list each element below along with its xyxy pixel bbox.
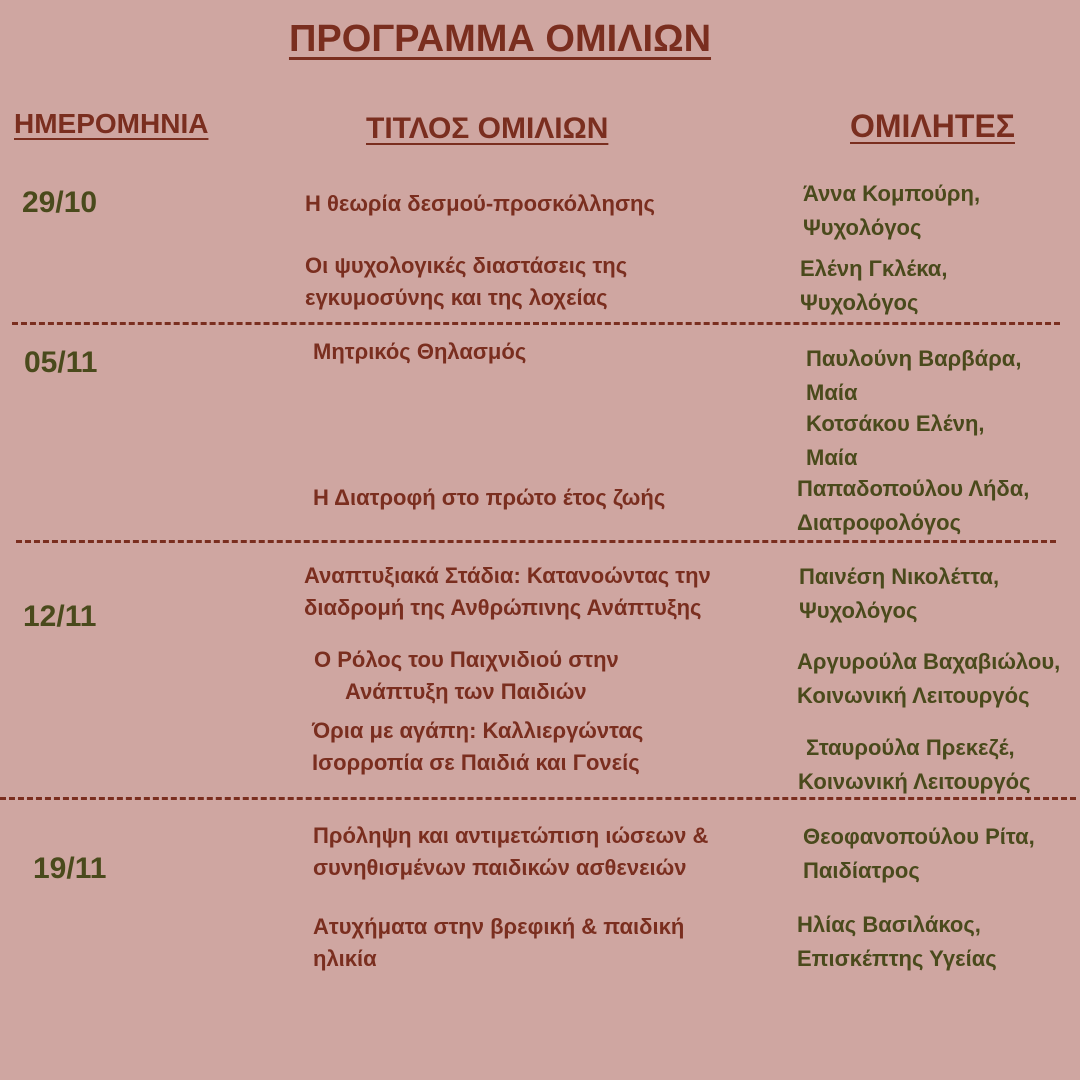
speaker-entry (797, 645, 1060, 713)
page-title: ΠΡΟΓΡΑΜΜΑ ΟΜΙΛΙΩΝ (288, 18, 712, 60)
talk-title: Αναπτυξιακά Στάδια: Κατανοώντας την διαδρομή της Ανθρώπινης Ανάπτυξης (304, 563, 711, 620)
speaker-name: Ελένη Γκλέκα, (800, 256, 948, 281)
speaker-entry (798, 731, 1031, 799)
speaker-name: Παινέση Νικολέττα, (799, 564, 1000, 589)
speaker-role: Κοινωνική Λειτουργός (797, 683, 1030, 708)
speaker-entry (803, 820, 1035, 888)
talk-title: Οι ψυχολογικές διαστάσεις της εγκυμοσύνης και της λοχείας (305, 253, 628, 310)
speaker-role: Παιδίατρος (803, 858, 920, 883)
day-separator (12, 322, 1060, 325)
speaker-role: Μαία (806, 380, 858, 405)
column-header-date: ΗΜΕΡΟΜΗΝΙΑ (14, 108, 209, 139)
speaker-name: Σταυρούλα Πρεκεζέ, (806, 735, 1015, 760)
day-separator (16, 540, 1056, 543)
speaker-role: Διατροφολόγος (797, 510, 962, 535)
speaker-role: Ψυχολόγος (803, 215, 922, 240)
column-header-speakers: ΟΜΙΛΗΤΕΣ (850, 108, 1015, 144)
talk-title: Πρόληψη και αντιμετώπιση ιώσεων & συνηθισμένων παιδικών ασθενειών (313, 823, 709, 880)
speaker-role: Ψυχολόγος (799, 598, 918, 623)
speaker-name: Θεοφανοπούλου Ρίτα, (803, 824, 1035, 849)
talk-title: Η θεωρία δεσμού-προσκόλλησης (305, 191, 655, 216)
speaker-name: Ηλίας Βασιλάκος, (797, 912, 981, 937)
speaker-name: Άννα Κομπούρη, (803, 181, 981, 206)
talk-title: Η Διατροφή στο πρώτο έτος ζωής (313, 485, 666, 510)
speaker-entry (806, 342, 1021, 410)
speaker-role: Ψυχολόγος (800, 290, 919, 315)
day-separator (0, 797, 1076, 800)
speaker-entry (797, 908, 997, 976)
speaker-name: Κοτσάκου Ελένη, (806, 411, 985, 436)
talk-title: Ο Ρόλος του Παιχνιδιού στην Ανάπτυξη των Παιδιών (314, 647, 619, 704)
date-12-11: 12/11 (23, 600, 97, 633)
date-29-10: 29/10 (22, 186, 98, 219)
date-05-11: 05/11 (24, 346, 98, 379)
speaker-entry (799, 560, 999, 628)
speaker-entry (797, 472, 1029, 540)
talk-title: Όρια με αγάπη: Καλλιεργώντας Ισορροπία σε Παιδιά και Γονείς (312, 718, 644, 775)
speaker-name: Παυλούνη Βαρβάρα, (806, 346, 1022, 371)
speaker-role: Κοινωνική Λειτουργός (798, 769, 1031, 794)
speaker-entry (806, 407, 985, 475)
speaker-entry (800, 252, 947, 320)
date-19-11: 19/11 (33, 852, 107, 885)
talk-title: Μητρικός Θηλασμός (313, 339, 527, 364)
speaker-entry (803, 177, 980, 245)
speaker-name: Παπαδοπούλου Λήδα, (797, 476, 1030, 501)
speaker-name: Αργυρούλα Βαχαβιώλου, (797, 649, 1061, 674)
speaker-role: Μαία (806, 445, 858, 470)
speaker-role: Επισκέπτης Υγείας (797, 946, 997, 971)
column-header-title: ΤΙΤΛΟΣ ΟΜΙΛΙΩΝ (366, 112, 609, 145)
talk-title: Ατυχήματα στην βρεφική & παιδική ηλικία (313, 914, 685, 971)
